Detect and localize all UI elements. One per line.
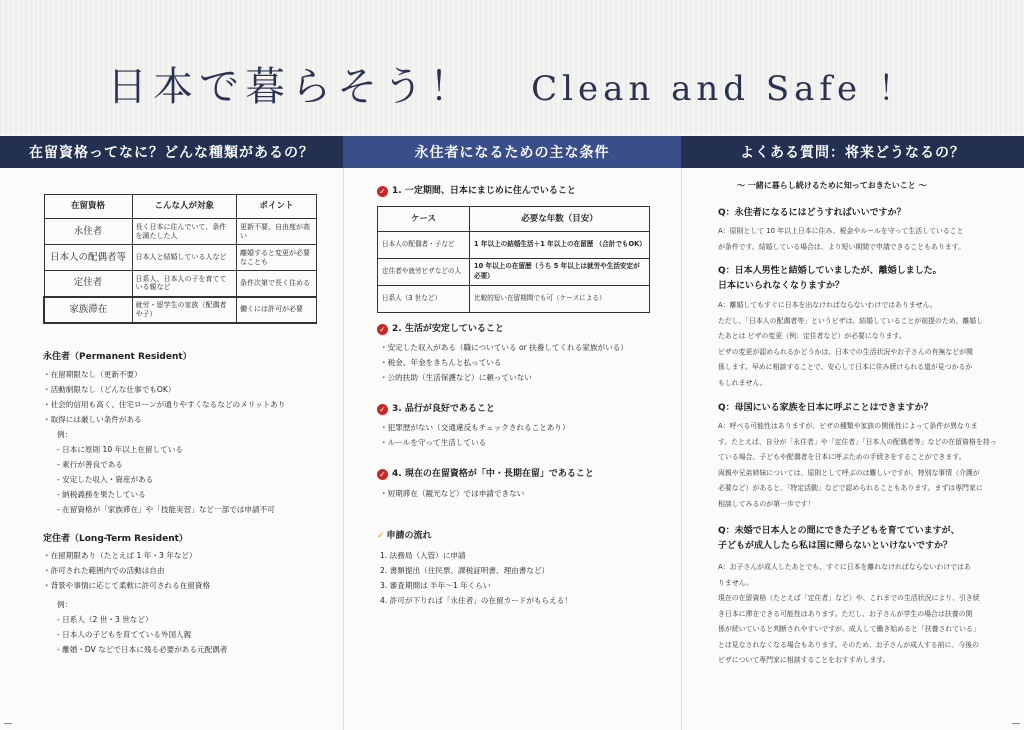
checkmark-icon: ✓ [377, 531, 385, 541]
table-cell: 10 年以上の在留歴（うち 5 年以上は就労や生活安定が必要） [470, 259, 650, 286]
residence-status-table [43, 194, 317, 324]
table-row [44, 297, 317, 323]
condition-2-heading: ✓ 2. 生活が安定していること [377, 323, 504, 336]
table-row [378, 232, 650, 259]
permanent-resident-heading: 永住者（Permanent Resident） [43, 352, 192, 362]
faq-answer-2: A：離婚してもすぐに日本を出なければならないわけではありません。 ただし、「日本人の配偶者等」というビザは、結婚していることが前提のため、離婚し たあとは ビザの変更（例：定住者など）が必要になります。 ビザの変更が認められるかどうかは、日本での生活状況やお子さんの有無などが関 係します。早めに相談することで、安心して日本に住み続けられる道が見つかるか もしれません。 [718, 301, 984, 387]
list-item: ・安定した収入がある（職についている or 扶養してくれる家族がいる） [380, 343, 628, 352]
faq-answer-3: A：呼べる可能性はありますが、ビザの種類や家族の関係性によって条件が異なりま す。たとえば、自分が「永住者」や「定住者」「日本人の配偶者等」などの在留資格を持っ ている場合、子どもや配偶者を日本に呼ぶための手続きをすることができます。 両親や兄弟姉妹については、原則として呼ぶのは難しいですが、特別な事情（介護が 必要など）があると、「特定活動」などで認められることもあります。まずは専門家に 相談してみるのが第一歩です！ [718, 422, 997, 508]
list-item: ・公的扶助（生活保護など）に頼っていない [380, 373, 532, 382]
table-cell: 日本人の配偶者等 [44, 245, 132, 271]
table-cell: 家族滞在 [44, 297, 132, 323]
table-cell: 長く日本に住んでいて、条件を満たした人 [132, 219, 236, 245]
table-cell: 就労・留学生の家族（配偶者や子） [132, 297, 236, 323]
table-row [44, 219, 317, 245]
list-item: - 日本に原則 10 年以上在留している [57, 445, 183, 454]
faq-question-4: Q：未婚で日本人との間にできた子どもを育てていますが、 子どもが成人したら私は国に帰らないといけないですか？ [718, 526, 960, 551]
crop-mark [1012, 716, 1020, 724]
list-item: - 素行が善良である [57, 460, 123, 469]
table-header: 在留資格 [44, 195, 132, 219]
table-header-row [44, 195, 317, 219]
list-item: ・犯罪歴がない（交通違反もチェックされることあり） [380, 423, 570, 432]
table-row [44, 271, 317, 297]
column-permanent-conditions [343, 168, 681, 730]
table-header-row [378, 207, 650, 232]
faq-answer-1: A：原則として 10 年以上日本に住み、税金やルールを守って生活していること が条件です。結婚している場合は、より短い期間で申請できることもあります。 [718, 227, 965, 251]
condition-4-list [380, 486, 524, 501]
table-row [378, 286, 650, 313]
long-term-resident-list [43, 548, 227, 657]
list-item: - 日系人（2 世・3 世など） [57, 615, 153, 624]
list-item: 例： [57, 430, 73, 439]
table-cell: 日本人と結婚している人など [132, 245, 236, 271]
table-header: ケース [378, 207, 470, 232]
list-item: ・ルールを守って生活している [380, 438, 487, 447]
table-row [44, 245, 317, 271]
permanent-resident-list [43, 367, 285, 517]
list-item: - 在留資格が「家族滞在」や「技能実習」など一部では申請不可 [57, 505, 275, 514]
list-item: 4. 許可が下りれば「永住者」の在留カードがもらえる！ [380, 596, 572, 605]
header-permanent-conditions: 永住者になるための主な条件 [343, 136, 681, 168]
table-row [378, 259, 650, 286]
list-item: - 日本人の子どもを育てている外国人親 [57, 630, 192, 639]
list-item: ・在留期限なし（更新不要） [43, 370, 142, 379]
list-item: ・取得には厳しい条件がある [43, 415, 142, 424]
application-flow-heading: ✓ 申請の流れ [377, 531, 432, 541]
list-item: ・背景や事情に応じて柔軟に許可される在留資格 [43, 581, 211, 590]
list-item: ・税金、年金をきちんと払っている [380, 358, 502, 367]
table-cell: 働くには許可が必要 [236, 297, 316, 323]
list-item: - 納税義務を果たしている [57, 490, 146, 499]
condition-3-heading: ✓ 3. 品行が良好であること [377, 403, 495, 416]
list-item: - 安定した収入・資産がある [57, 475, 154, 484]
table-cell: 永住者 [44, 219, 132, 245]
header-residence-status: 在留資格ってなに？どんな種類があるの？ [0, 136, 343, 168]
table-cell: 日系人（3 世など） [378, 286, 470, 313]
list-item: ・活動制限なし（どんな仕事でもOK） [43, 385, 176, 394]
table-cell: 条件次第で長く住める [236, 271, 316, 297]
list-item: - 離婚・DV などで日本に残る必要がある元配偶者 [57, 645, 228, 654]
list-item: ・短期滞在（観光など）では申請できない [380, 489, 525, 498]
check-icon: ✓ [377, 404, 388, 415]
faq-question-1: Q：永住者になるにはどうすればいいですか？ [718, 208, 906, 218]
condition-4-heading: ✓ 4. 現在の在留資格が「中・長期在留」であること [377, 468, 594, 481]
list-item: 1. 法務局（入管）に申請 [380, 551, 466, 560]
check-icon: ✓ [377, 186, 388, 197]
faq-answer-4: A：お子さんが成人したあとでも、すぐに日本を離れなければならないわけではあ りません。 現在の在留資格（たとえば「定住者」など）や、これまでの生活状況により、引き続 き日本に滞在できる可能性はあります。ただし、お子さんが学生の場合は扶養の関 係が続いていると判断されやすいですが、成人して働き始めると「扶養されている」 とは見なされなくなる場合もあります。そのため、お子さんが成人する前に、今後の ビザについて専門家に相談することをおすすめします。 [718, 563, 980, 664]
check-icon: ✓ [377, 324, 388, 335]
table-cell: 比較的短い在留期間でも可（ケースによる） [470, 286, 650, 313]
table-cell: 1 年以上の結婚生活＋1 年以上の在留歴 （合計でもOK） [470, 232, 650, 259]
faq-subtitle: 〜 一緒に暮らし続けるために知っておきたいこと 〜 [737, 181, 927, 190]
column-residence-status [0, 168, 343, 730]
header-faq: よくある質問：将来どうなるの？ [681, 136, 1024, 168]
column-faq [681, 168, 1024, 730]
table-header: こんな人が対象 [132, 195, 236, 219]
faq-question-2: Q：日本人男性と結婚していましたが、離婚しました。 日本にいられなくなりますか？ [718, 266, 942, 291]
list-item: ・在留期限あり（たとえば 1 年・3 年など） [43, 551, 197, 560]
application-flow-list [380, 548, 572, 608]
section-header-bar [0, 136, 1024, 168]
condition-2-list [380, 340, 628, 385]
list-item: ・社会的信用も高く、住宅ローンが通りやすくなるなどのメリットあり [43, 400, 286, 409]
required-years-table [377, 206, 650, 313]
faq-question-3: Q：母国にいる家族を日本に呼ぶことはできますか？ [718, 403, 933, 413]
list-item: 2. 書類提出（住民票、課税証明書、理由書など） [380, 566, 550, 575]
title-en: Clean and Safe ！ [531, 69, 917, 109]
condition-3-list [380, 420, 570, 450]
table-cell: 定住者や就労ビザなどの人 [378, 259, 470, 286]
condition-1-heading: ✓ 1. 一定期間、日本にまじめに住んでいること [377, 185, 576, 198]
table-cell: 定住者 [44, 271, 132, 297]
list-item: 例： [57, 600, 73, 609]
table-header: ポイント [236, 195, 316, 219]
table-cell: 日本人の配偶者・子など [378, 232, 470, 259]
crop-mark [4, 716, 12, 724]
table-cell: 更新不要、自由度が高い [236, 219, 316, 245]
page-title [0, 55, 1024, 112]
long-term-resident-heading: 定住者（Long-Term Resident） [43, 534, 188, 544]
table-header: 必要な年数（目安） [470, 207, 650, 232]
list-item: 3. 審査期間は 半年〜1 年くらい [380, 581, 491, 590]
list-item: ・許可された範囲内での活動は自由 [43, 566, 165, 575]
table-cell: 離婚すると変更が必要なことも [236, 245, 316, 271]
table-cell: 日系人、日本人の子を育てている親など [132, 271, 236, 297]
check-icon: ✓ [377, 469, 388, 480]
title-jp: 日本で暮らそう！ [107, 64, 476, 110]
